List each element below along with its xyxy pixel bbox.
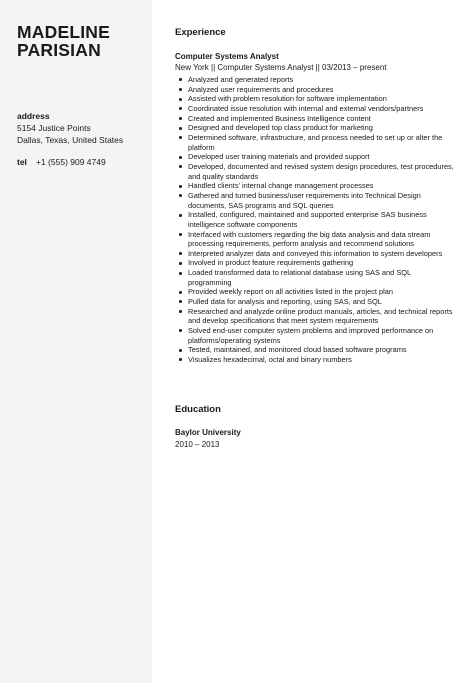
education-heading: Education [175, 404, 221, 415]
contact-sidebar [0, 0, 152, 683]
experience-bullet: Analyzed user requirements and procedures [175, 85, 456, 95]
experience-bullet: Provided weekly report on all activities listed in the project plan [175, 287, 456, 297]
experience-bullet: Loaded transformed data to relational database using SAS and SQL programming [175, 268, 456, 287]
experience-bullet: Solved end-user computer system problems and improved performance on platforms/operating systems [175, 326, 456, 345]
experience-bullet: Developed user training materials and provided support [175, 152, 456, 162]
experience-bullet: Coordinated issue resolution with internal and external vendors/partners [175, 104, 456, 114]
name-line-first: MADELINE [17, 22, 110, 42]
experience-bullet: Developed, documented and revised system design procedures, test procedures, and quality standards [175, 162, 456, 181]
experience-bullet: Researched and analyzde online product manuals, articles, and technical reports and develop specifications that meet system requirements [175, 307, 456, 326]
experience-bullet: Assisted with problem resolution for software implementation [175, 94, 456, 104]
address-line-2: Dallas, Texas, United States [17, 135, 124, 145]
experience-bullets [175, 75, 456, 365]
experience-heading: Experience [175, 27, 226, 38]
experience-bullet: Interpreted analyzer data and conveyed this information to system developers [175, 249, 456, 259]
experience-bullet: Handled clients' internal change management processes [175, 181, 456, 191]
candidate-name [17, 23, 110, 59]
tel-value: +1 (555) 909 4749 [36, 157, 106, 167]
education-years: 2010 – 2013 [175, 440, 220, 449]
school-name: Baylor University [175, 428, 241, 437]
experience-bullet: Visualizes hexadecimal, octal and binary numbers [175, 355, 456, 365]
experience-bullet: Tested, maintained, and monitored cloud based software programs [175, 345, 456, 355]
job-title: Computer Systems Analyst [175, 52, 279, 61]
name-line-last: PARISIAN [17, 40, 101, 60]
tel-label: tel [17, 157, 27, 167]
address-line-1: 5154 Justice Points [17, 123, 91, 133]
job-meta: New York || Computer Systems Analyst || 03/2013 – present [175, 63, 387, 72]
experience-bullet: Pulled data for analysis and reporting, using SAS, and SQL [175, 297, 456, 307]
address-label: address [17, 111, 50, 121]
experience-bullet: Designed and developed top class product for marketing [175, 123, 456, 133]
experience-bullet: Created and implemented Business Intelligence content [175, 114, 456, 124]
experience-bullet: Gathered and turned business/user requirements into Technical Design documents, SAS programs and SQL queries [175, 191, 456, 210]
experience-bullet: Analyzed and generated reports [175, 75, 456, 85]
experience-bullet: Interfaced with customers regarding the big data analysis and data stream processing requirements, perform analysis and recommend solutions [175, 230, 456, 249]
experience-bullet: Installed, configured, maintained and supported enterprise SAS business intelligence software components [175, 210, 456, 229]
experience-bullet: Involved in product feature requirements gathering [175, 258, 456, 268]
experience-bullet: Determined software, infrastructure, and process needed to set up or alter the platform [175, 133, 456, 152]
